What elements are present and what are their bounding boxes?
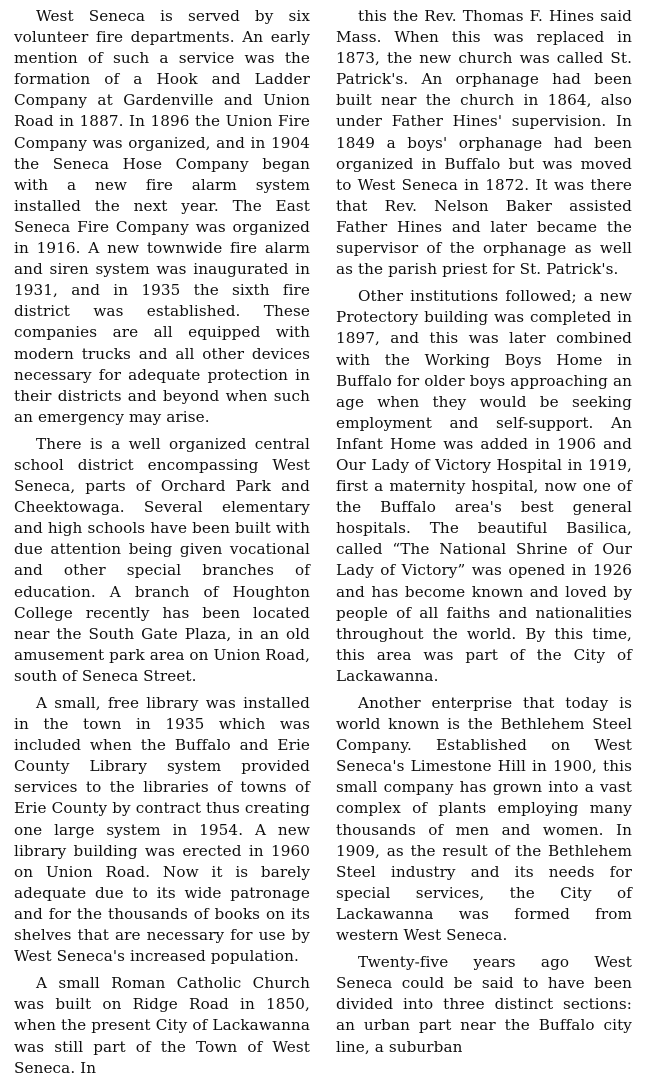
paragraph: A small, free library was installed in the town in 1935 which was included when the Buffalo and Erie County Library system provided services to the libraries of towns of Erie County by contract thus creating one large system in 1954. A new library building was erected in 1960 on Union Road. Now it is barely adequate due to its wide patronage and for the thousands of books on its shelves that are necessary for use by West Seneca's increased population. [14,694,310,966]
two-column-body [14,6,636,1077]
paragraph: There is a well organized central school district encompassing West Seneca, parts of Orchard Park and Cheektowaga. Several elementary and high schools have been built with due attention being given vocational and other special branches of education. A branch of Houghton College recently has been located near the South Gate Plaza, in an old amusement park area on Union Road, south of Seneca Street. [14,434,310,685]
left-column [14,6,310,1079]
paragraph: Twenty-five years ago West Seneca could be said to have been divided into three distinct sections: an urban part near the Buffalo city line, a suburban [336,953,632,1056]
paragraph: Another enterprise that today is world known is the Bethlehem Steel Company. Established on West Seneca's Limestone Hill in 1900, this small company has grown into a vast complex of plants employing many thousands of men and women. In 1909, as the result of the Bethlehem Steel industry and its needs for special services, the City of Lackawanna was formed from western West Seneca. [336,694,632,945]
paragraph: West Seneca is served by six volunteer fire departments. An early mention of such a service was the formation of a Hook and Ladder Company at Gardenville and Union Road in 1887. In 1896 the Union Fire Company was organized, and in 1904 the Seneca Hose Company began with a new fire alarm system installed the next year. The East Seneca Fire Company was organized in 1916. A new townwide fire alarm and siren system was inaugurated in 1931, and in 1935 the sixth fire district was established. These companies are all equipped with modern trucks and all other devices necessary for adequate protection in their districts and beyond when such an emergency may arise. [14,7,310,426]
paragraph: Other institutions followed; a new Protectory building was completed in 1897, and this was later combined with the Working Boys Home in Buffalo for older boys approaching an age when they would be seeking employment and self-support. An Infant Home was added in 1906 and Our Lady of Victory Hospital in 1919, first a maternity hospital, now one of the Buffalo area's best general hospitals. The beautiful Basilica, called “The National Shrine of Our Lady of Victory” was opened in 1926 and has become known and loved by people of all faiths and nationalities throughout the world. By this time, this area was part of the City of Lackawanna. [336,287,632,685]
paragraph: A small Roman Catholic Church was built on Ridge Road in 1850, when the present City of Lackawanna was still part of the Town of West Seneca. In [14,974,310,1077]
right-column [336,6,632,1058]
paragraph: this the Rev. Thomas F. Hines said Mass. When this was replaced in 1873, the new church was called St. Patrick's. An orphanage had been built near the church in 1864, also under Father Hines' supervision. In 1849 a boys' orphanage had been organized in Buffalo but was moved to West Seneca in 1872. It was there that Rev. Nelson Baker assisted Father Hines and later became the supervisor of the orphanage as well as the parish priest for St. Patrick's. [336,7,632,279]
